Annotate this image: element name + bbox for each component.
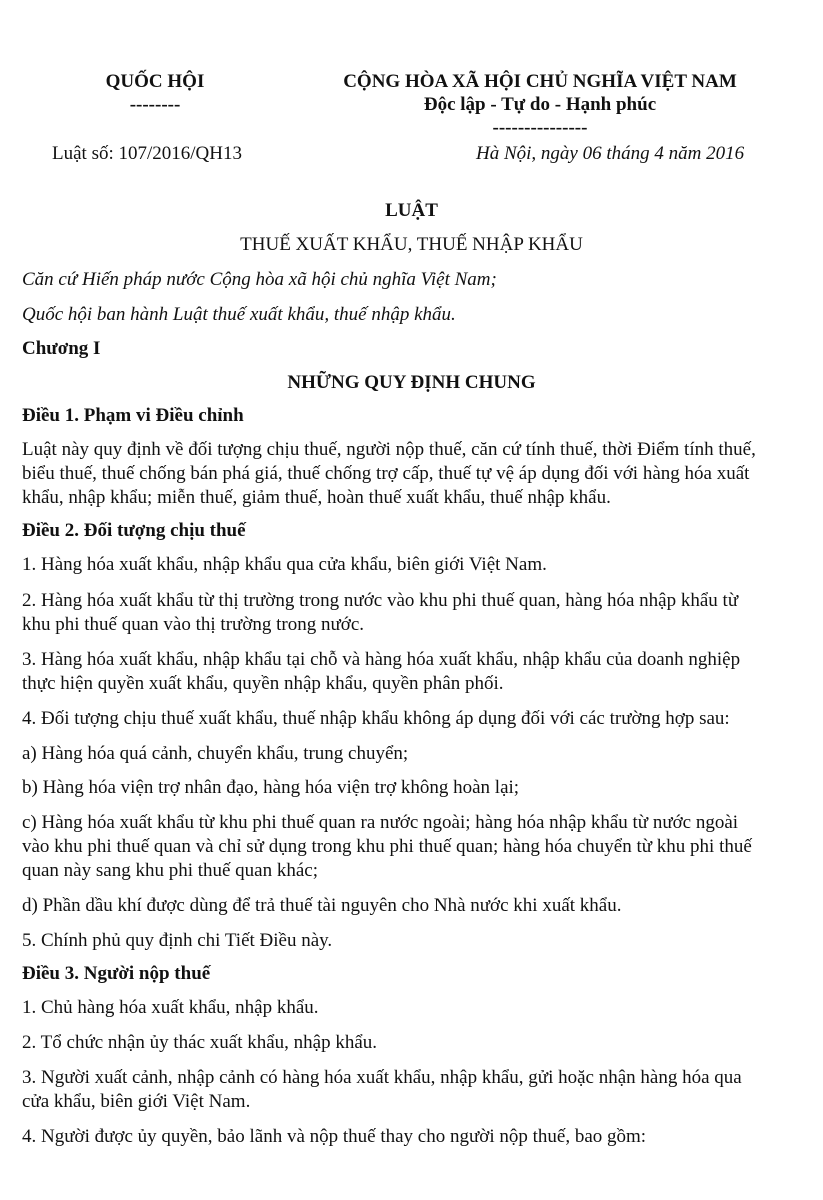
motto-divider: --------------- [492,117,588,138]
article-1-text-line: biểu thuế, thuế chống bán phá giá, thuế chống trợ cấp, thuế tự vệ áp dụng đối với hàng hóa xuất [22,463,750,484]
article-3-item-2: 2. Tổ chức nhận ủy thác xuất khẩu, nhập khẩu. [22,1032,378,1053]
agency-divider: -------- [129,94,181,115]
law-number: Luật số: 107/2016/QH13 [52,143,242,164]
article-2-item-3-cont: thực hiện quyền xuất khẩu, quyền nhập khẩu, quyền phân phối. [22,673,504,694]
article-3-item-4: 4. Người được ủy quyền, bảo lãnh và nộp thuế thay cho người nộp thuế, bao gồm: [22,1126,647,1147]
preamble-basis: Căn cứ Hiến pháp nước Cộng hòa xã hội chủ nghĩa Việt Nam; [22,269,497,290]
article-3-item-3-cont: cửa khẩu, biên giới Việt Nam. [22,1091,251,1112]
issuing-agency: QUỐC HỘI [105,71,205,92]
chapter-label: Chương I [22,338,101,359]
article-1-heading: Điều 1. Phạm vi Điều chỉnh [22,405,244,426]
preamble-enactment: Quốc hội ban hành Luật thuế xuất khẩu, thuế nhập khẩu. [22,304,456,325]
article-2-item-c-cont: quan này sang khu phi thuế quan khác; [22,860,319,881]
article-2-item-c-cont: vào khu phi thuế quan và chỉ sử dụng trong khu phi thuế quan; hàng hóa chuyển từ khu phi thuế [22,836,752,857]
article-1-text-line: khẩu, nhập khẩu; miễn thuế, giảm thuế, hoàn thuế xuất khẩu, thuế nhập khẩu. [22,487,611,508]
article-3-item-1: 1. Chủ hàng hóa xuất khẩu, nhập khẩu. [22,997,319,1018]
article-2-item-a: a) Hàng hóa quá cảnh, chuyển khẩu, trung chuyển; [22,743,409,764]
article-2-item-c: c) Hàng hóa xuất khẩu từ khu phi thuế quan ra nước ngoài; hàng hóa nhập khẩu từ nước ngoài [22,812,739,833]
article-2-item-5: 5. Chính phủ quy định chi Tiết Điều này. [22,930,333,951]
article-2-item-b: b) Hàng hóa viện trợ nhân đạo, hàng hóa viện trợ không hoàn lại; [22,777,520,798]
article-2-item-2-cont: khu phi thuế quan vào thị trường trong nước. [22,614,364,635]
law-title: THUẾ XUẤT KHẨU, THUẾ NHẬP KHẨU [240,234,583,255]
article-2-item-3: 3. Hàng hóa xuất khẩu, nhập khẩu tại chỗ và hàng hóa xuất khẩu, nhập khẩu của doanh nghiệp [22,649,741,670]
article-2-heading: Điều 2. Đối tượng chịu thuế [22,520,246,541]
article-1-text-line: Luật này quy định về đối tượng chịu thuế, người nộp thuế, căn cứ tính thuế, thời Điểm tính thuế, [22,439,756,460]
chapter-title: NHỮNG QUY ĐỊNH CHUNG [287,372,536,393]
national-title: CỘNG HÒA XÃ HỘI CHỦ NGHĨA VIỆT NAM [343,71,737,92]
article-2-item-1: 1. Hàng hóa xuất khẩu, nhập khẩu qua cửa khẩu, biên giới Việt Nam. [22,554,547,575]
place-date: Hà Nội, ngày 06 tháng 4 năm 2016 [476,143,745,164]
article-3-heading: Điều 3. Người nộp thuế [22,963,211,984]
article-2-item-4: 4. Đối tượng chịu thuế xuất khẩu, thuế nhập khẩu không áp dụng đối với các trường hợp sau: [22,708,730,729]
document-type: LUẬT [385,200,438,221]
article-2-item-d: d) Phần dầu khí được dùng để trả thuế tài nguyên cho Nhà nước khi xuất khẩu. [22,895,622,916]
article-2-item-2: 2. Hàng hóa xuất khẩu từ thị trường trong nước vào khu phi thuế quan, hàng hóa nhập khẩu từ [22,590,739,611]
national-motto: Độc lập - Tự do - Hạnh phúc [423,94,657,115]
article-3-item-3: 3. Người xuất cảnh, nhập cảnh có hàng hóa xuất khẩu, nhập khẩu, gửi hoặc nhận hàng hóa qua [22,1067,742,1088]
